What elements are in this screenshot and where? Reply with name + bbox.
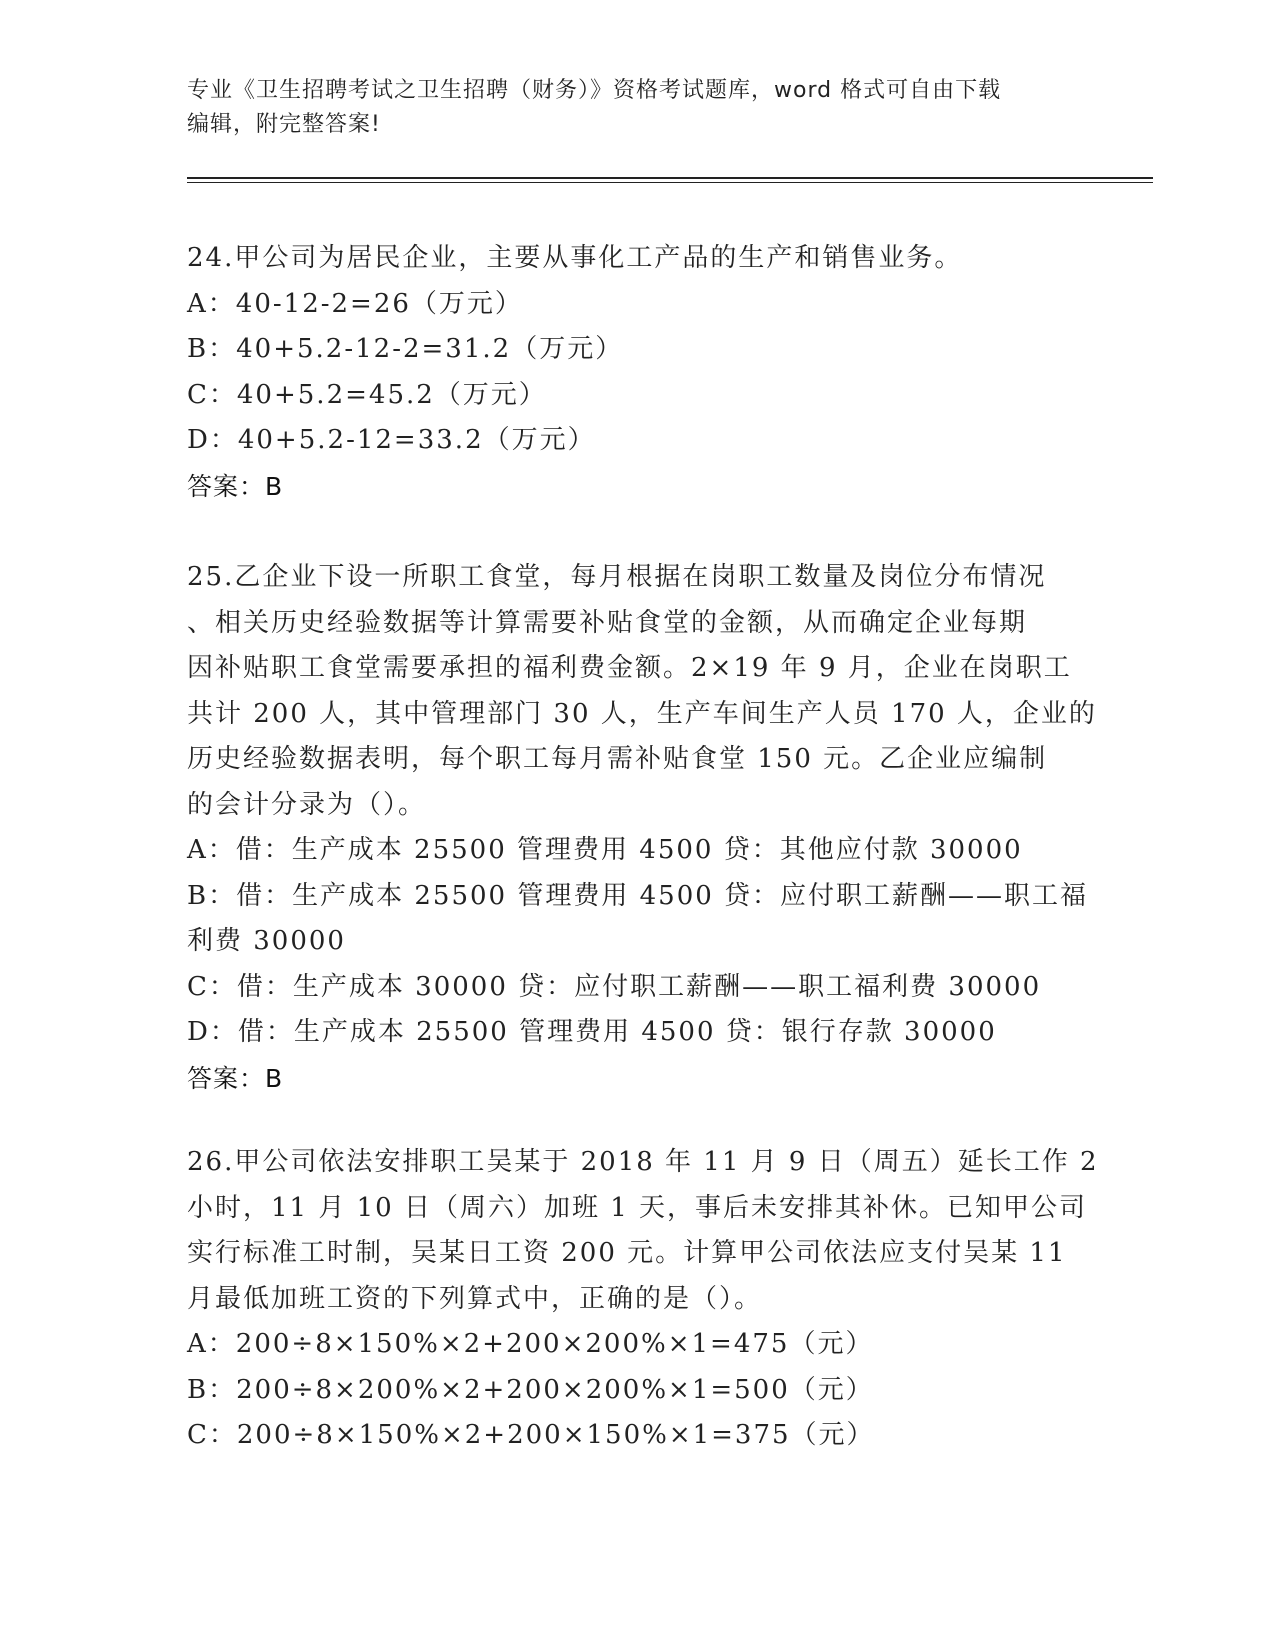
option-b: B：借：生产成本 25500 管理费用 4500 贷：应付职工薪酬——职工福 [187,880,1089,911]
header-line-1: 专业《卫生招聘考试之卫生招聘（财务）》资格考试题库，word 格式可自由下载 [187,78,1002,103]
option-b: B：200÷8×200%×2+200×200%×1=500（元） [187,1374,874,1405]
question-stem-line: 25.乙企业下设一所职工食堂，每月根据在岗职工数量及岗位分布情况 [187,562,1047,592]
header-divider-thick [187,177,1153,179]
option-b-continued: 利费 30000 [187,926,346,956]
question-stem-line: 月最低加班工资的下列算式中，正确的是（）。 [187,1283,763,1314]
question-stem-line: 24.甲公司为居民企业，主要从事化工产品的生产和销售业务。 [187,243,963,273]
option-c: C：借：生产成本 30000 贷：应付职工薪酬——职工福利费 30000 [187,971,1042,1002]
question-stem-line: 历史经验数据表明，每个职工每月需补贴食堂 150 元。乙企业应编制 [187,744,1048,774]
question-stem-line: 26.甲公司依法安排职工吴某于 2018 年 11 月 9 日（周五）延长工作 2 [187,1147,1099,1177]
header-line-2: 编辑，附完整答案! [187,112,381,137]
question-stem-line: 共计 200 人，其中管理部门 30 人，生产车间生产人员 170 人，企业的 [187,698,1097,729]
header-divider-thin [187,182,1153,183]
option-a: A：40-12-2=26（万元） [187,288,523,319]
question-stem-line: 、相关历史经验数据等计算需要补贴食堂的金额，从而确定企业每期 [187,607,1028,638]
question-24 [187,236,1087,509]
question-26 [187,1140,1099,1459]
question-stem-line: 小时，11 月 10 日（周六）加班 1 天，事后未安排其补休。已知甲公司 [187,1192,1088,1223]
option-a: A：200÷8×150%×2+200×200%×1=475（元） [187,1329,874,1359]
answer-label: 答案：B [187,1063,284,1093]
option-d: D：借：生产成本 25500 管理费用 4500 贷：银行存款 30000 [187,1017,997,1047]
question-stem-line: 的会计分录为（）。 [187,789,427,820]
option-b: B：40+5.2-12-2=31.2（万元） [187,334,624,364]
option-d: D：40+5.2-12=33.2（万元） [187,425,596,455]
question-stem-line: 实行标准工时制，吴某日工资 200 元。计算甲公司依法应支付吴某 11 [187,1238,1067,1268]
question-stem-line: 因补贴职工食堂需要承担的福利费金额。2×19 年 9 月，企业在岗职工 [187,653,1072,683]
answer-label: 答案：B [187,471,284,501]
option-c: C：40+5.2=45.2（万元） [187,379,547,410]
document-header [187,74,1067,142]
option-a: A：借：生产成本 25500 管理费用 4500 贷：其他应付款 30000 [187,835,1023,865]
question-25 [187,555,1097,1101]
option-c: C：200÷8×150%×2+200×150%×1=375（元） [187,1420,875,1450]
